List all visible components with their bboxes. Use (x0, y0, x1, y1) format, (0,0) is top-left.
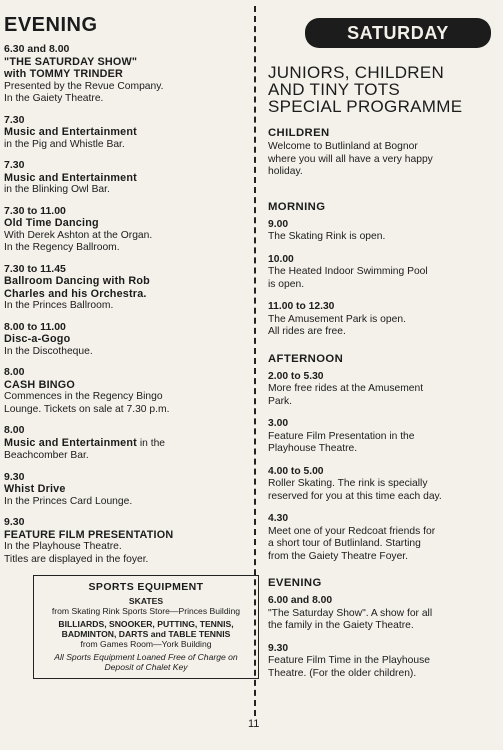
evening-event (4, 321, 242, 359)
saturday-badge: SATURDAY (305, 18, 491, 48)
event-desc: In the Princes Card Lounge. (4, 495, 133, 507)
event-title: with TOMMY TRINDER (4, 68, 123, 80)
games-heading: BILLIARDS, SNOOKER, PUTTING, TENNIS, BADMINTON, DARTS and TABLE TENNIS (58, 619, 234, 639)
event-title: Music and Entertainment (4, 126, 137, 138)
event-time: 7.30 to 11.00 (4, 204, 66, 217)
skates-location: from Skating Rink Sports Store—Princes Building (51, 606, 241, 616)
column-divider (254, 6, 256, 716)
event-time: 11.00 to 12.30 (268, 301, 335, 312)
event-time: 9.30 (4, 516, 25, 528)
afternoon-heading: AFTERNOON (268, 352, 344, 365)
saturday-column (268, 127, 496, 690)
event-time: 9.30 (4, 470, 25, 483)
saturday-event (268, 513, 496, 563)
event-title: Charles and his Orchestra. (4, 287, 147, 300)
event-title: Music and Entertainment (4, 171, 137, 184)
sports-title: SPORTS EQUIPMENT (88, 581, 204, 593)
event-title: FEATURE FILM PRESENTATION (4, 528, 174, 541)
event-time: 3.00 (268, 418, 289, 429)
event-desc: is open. (268, 278, 305, 290)
evening-column (4, 14, 242, 574)
event-time: 7.30 (4, 113, 25, 126)
saturday-event (268, 595, 496, 633)
event-title: Music and Entertainment (4, 436, 137, 449)
event-desc: The Skating Rink is open. (268, 231, 386, 242)
event-desc: More free rides at the Amusement (268, 383, 424, 394)
event-desc: With Derek Ashton at the Organ. (4, 229, 153, 241)
event-desc: Commences in the Regency Bingo (4, 391, 163, 402)
event-desc: "The Saturday Show". A show for all (268, 607, 433, 619)
evening-event (4, 424, 242, 463)
text-line: Welcome to Butlinland at Bognor (268, 141, 418, 152)
event-desc: reserved for you at this time each day. (268, 490, 442, 502)
event-time: 9.00 (268, 218, 289, 230)
event-desc: a short tour of Butlinland. Starting (268, 538, 421, 549)
event-desc: Meet one of your Redcoat friends for (268, 525, 436, 537)
evening-event (4, 366, 242, 416)
event-desc: Feature Film Presentation in the (268, 430, 415, 442)
event-title: Whist Drive (4, 483, 66, 495)
event-title: Old Time Dancing (4, 217, 99, 229)
games-location: from Games Room—York Building (80, 639, 212, 649)
event-desc: in the (136, 437, 166, 449)
event-time: 6.30 and 8.00 (4, 43, 70, 55)
event-desc: In the Playhouse Theatre. (4, 541, 122, 552)
event-time: 6.00 and 8.00 (268, 595, 333, 606)
event-desc: All rides are free. (268, 326, 346, 337)
evening-event (4, 516, 242, 566)
juniors-title-line: JUNIORS, CHILDREN (268, 63, 445, 82)
event-time: 8.00 (4, 366, 25, 378)
event-desc: The Heated Indoor Swimming Pool (268, 266, 428, 277)
event-time: 4.30 (268, 513, 289, 524)
event-desc: Feature Film Time in the Playhouse (268, 655, 430, 666)
juniors-title (268, 64, 498, 115)
children-text (268, 141, 496, 179)
event-desc: the family in the Gaiety Theatre. (268, 620, 414, 631)
evening-event (4, 205, 242, 255)
evening-event (4, 263, 242, 313)
evening-event (4, 43, 242, 106)
event-time: 7.30 to 11.45 (4, 262, 66, 275)
event-title: Disc-a-Gogo (4, 333, 71, 345)
morning-heading: MORNING (268, 200, 326, 213)
event-desc: In the Regency Ballroom. (4, 242, 120, 253)
evening-heading: EVENING (4, 14, 98, 36)
event-time: 9.30 (268, 642, 289, 654)
saturday-event (268, 371, 496, 409)
event-desc: from the Gaiety Theatre Foyer. (268, 550, 409, 562)
evening-event (4, 471, 242, 509)
skates-heading: SKATES (128, 596, 164, 606)
saturday-event (268, 254, 496, 292)
evening-heading-saturday: EVENING (268, 577, 322, 589)
saturday-event (268, 466, 496, 504)
sports-note: All Sports Equipment Loaned Free of Charge on Deposit of Chalet Key (54, 652, 238, 672)
saturday-event (268, 301, 496, 339)
children-heading: CHILDREN (268, 127, 330, 139)
saturday-event (268, 643, 496, 681)
juniors-title-line: AND TINY TOTS (268, 80, 401, 99)
juniors-title-line: SPECIAL PROGRAMME (268, 97, 463, 116)
page-number: 11 (248, 718, 260, 730)
event-title: CASH BINGO (4, 378, 75, 391)
event-desc: In the Gaiety Theatre. (4, 93, 104, 104)
event-time: 8.00 to 11.00 (4, 320, 66, 333)
event-desc: Presented by the Revue Company. (4, 80, 164, 92)
event-time: 10.00 (268, 253, 294, 265)
event-desc: Roller Skating. The rink is specially (268, 478, 428, 489)
event-desc: In the Princes Ballroom. (4, 300, 114, 311)
evening-event (4, 114, 242, 152)
event-desc: The Amusement Park is open. (268, 313, 406, 325)
text-line: holiday. (268, 166, 303, 177)
event-desc: Beachcomber Bar. (4, 450, 89, 461)
event-desc: in the Blinking Owl Bar. (4, 184, 110, 195)
sports-equipment-box (33, 575, 259, 679)
event-desc: in the Pig and Whistle Bar. (4, 138, 125, 150)
event-title: Ballroom Dancing with Rob (4, 275, 150, 287)
event-desc: In the Discotheque. (4, 345, 93, 357)
event-desc: Titles are displayed in the foyer. (4, 553, 149, 565)
event-title: "THE SATURDAY SHOW" (4, 55, 138, 68)
event-time: 7.30 (4, 159, 25, 171)
event-desc: Lounge. Tickets on sale at 7.30 p.m. (4, 403, 170, 415)
event-time: 2.00 to 5.30 (268, 370, 324, 382)
event-desc: Theatre. (For the older children). (268, 667, 417, 679)
event-time: 8.00 (4, 424, 25, 436)
event-time: 4.00 to 5.00 (268, 465, 324, 477)
event-desc: Playhouse Theatre. (268, 443, 358, 454)
saturday-event (268, 418, 496, 456)
saturday-event (268, 219, 496, 244)
event-desc: Park. (268, 395, 293, 407)
text-line: where you will all have a very happy (268, 153, 433, 165)
evening-event (4, 159, 242, 197)
